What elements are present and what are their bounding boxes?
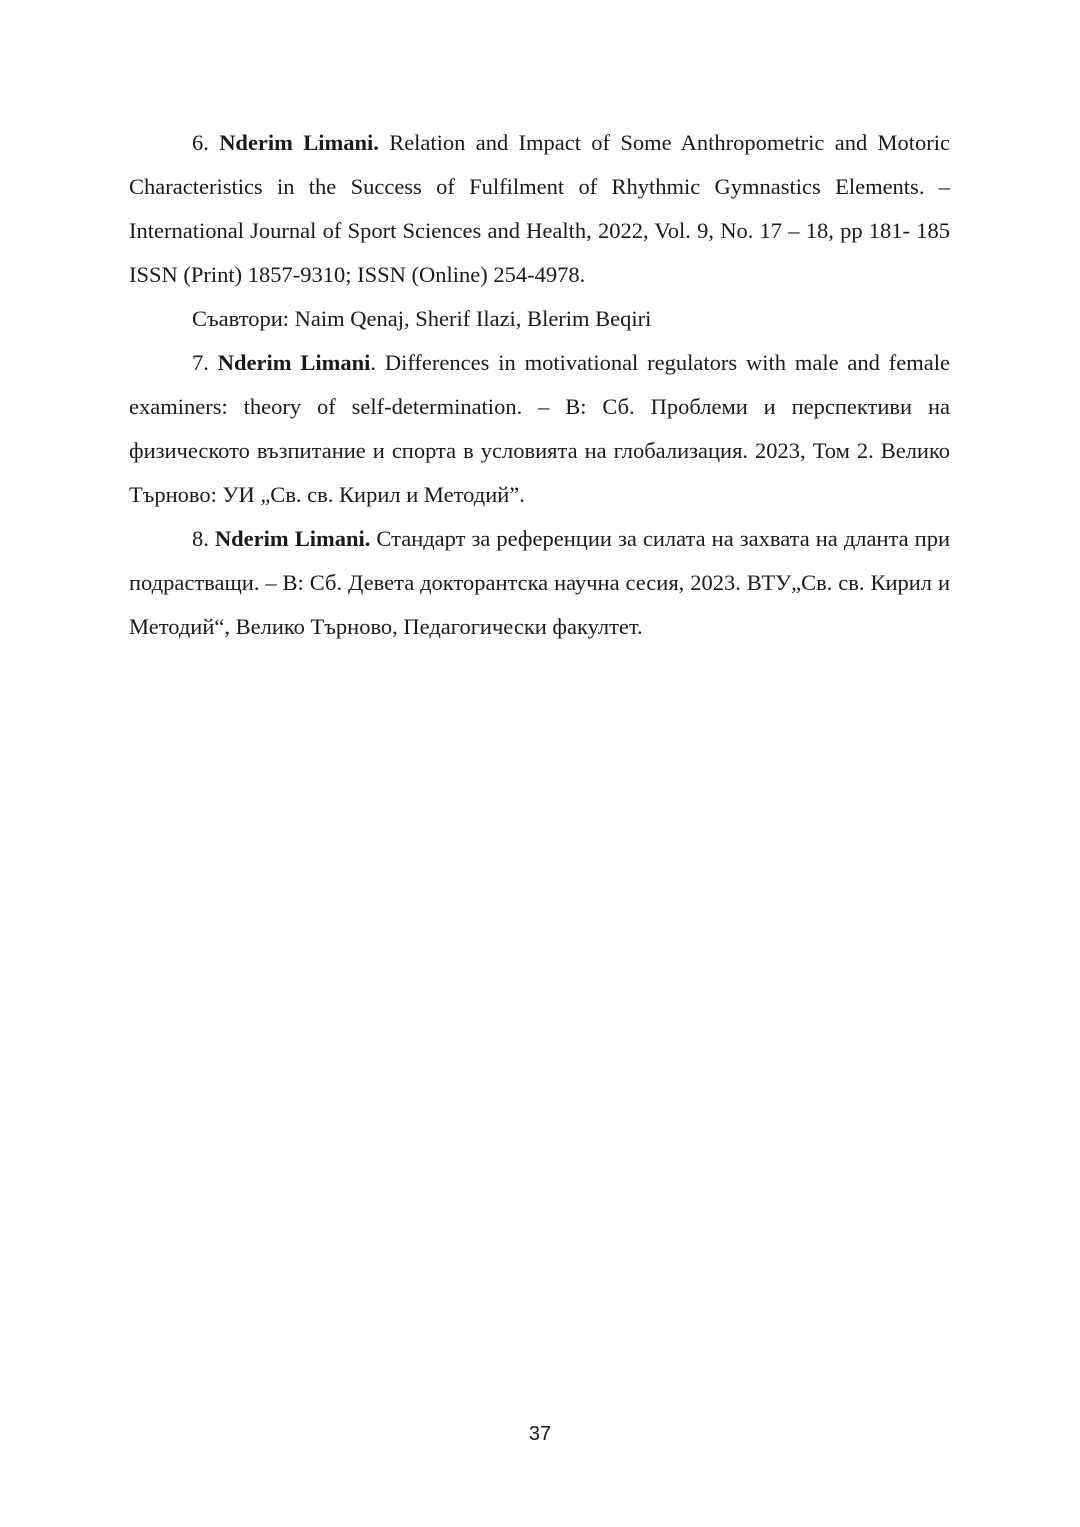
entry-text: Стандарт за референции за силата на захвата на дланта при подрастващи. – В: Сб. Девета докторантска научна сесия, 2023. ВТУ„Св. св. Кирил и Методий“, Велико Търново, Педагогически факултет. <box>129 526 950 639</box>
entry-text: Relation and Impact of Some Anthropometric and Motoric Characteristics in the Success of Fulfilment of Rhythmic Gymnastics Elements. – International Journal of Sport Sciences and Health, 2022, Vol. 9, No. 17 – 18, pp 181- 185 ISSN (Print) 1857-9310; ISSN (Online) 254-4978. <box>129 130 950 287</box>
entry-text: . Differences in motivational regulators with male and female examiners: theory of self-determination. – В: Сб. Проблеми и перспективи на физическото възпитание и спорта в условията на глобализация. 2023, Том 2. Велико Търново: УИ „Св. св. Кирил и Методий”. <box>129 350 950 507</box>
document-body <box>129 121 950 649</box>
entry-author: Nderim Limani. <box>214 526 371 551</box>
entry-number: 7. <box>192 350 209 375</box>
reference-coauthors-6 <box>129 297 950 341</box>
entry-author: Nderim Limani <box>217 350 371 375</box>
reference-entry-6 <box>129 121 950 297</box>
coauthors-text: Съавтори: Naim Qenaj, Sherif Ilazi, Blerim Beqiri <box>192 306 652 331</box>
entry-number: 6. <box>192 130 209 155</box>
page-number: 37 <box>528 1423 552 1445</box>
reference-entry-8 <box>129 517 950 649</box>
entry-author: Nderim Limani. <box>219 130 379 155</box>
reference-entry-7 <box>129 341 950 517</box>
entry-number: 8. <box>192 526 209 551</box>
